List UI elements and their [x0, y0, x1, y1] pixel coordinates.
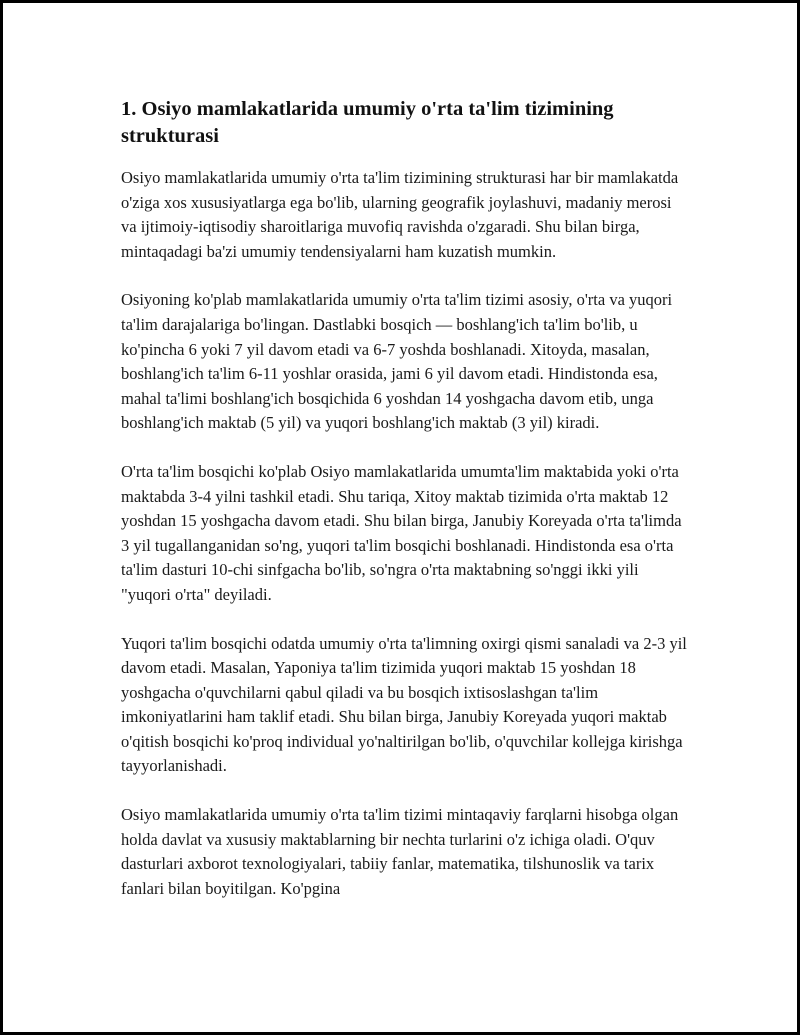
- paragraph-2: Osiyoning ko'plab mamlakatlarida umumiy o'rta ta'lim tizimi asosiy, o'rta va yuqori ta'lim darajalariga bo'lingan. Dastlabki bosqich — boshlang'ich ta'lim bo'lib, u ko'pincha 6 yoki 7 yil davom etadi va 6-7 yoshda boshlanadi. Xitoyda, masalan, boshlang'ich ta'lim 6-11 yoshlar orasida, jami 6 yil davom etadi. Hindistonda esa, mahal ta'limi boshlang'ich bosqichida 6 yoshdan 14 yoshgacha davom etib, unga boshlang'ich maktab (5 yil) va yuqori boshlang'ich maktab (3 yil) kiradi.: [121, 290, 673, 433]
- paragraph-3: O'rta ta'lim bosqichi ko'plab Osiyo mamlakatlarida umumta'lim maktabida yoki o'rta maktabda 3-4 yilni tashkil etadi. Shu tariqa, Xitoy maktab tizimida o'rta maktab 12 yoshdan 15 yoshgacha davom etadi. Shu bilan birga, Janubiy Koreyada o'rta ta'limda 3 yil tugallanganidan so'ng, yuqori ta'lim bosqichi boshlanadi. Hindistonda esa o'rta ta'lim dasturi 10-chi sinfgacha bo'lib, so'ngra o'rta maktabning so'nggi ikki yili "yuqori o'rta" deyiladi.: [121, 461, 682, 604]
- section-heading: 1. Osiyo mamlakatlarida umumiy o'rta ta'lim tizimining strukturasi: [121, 98, 614, 147]
- paragraph-1: Osiyo mamlakatlarida umumiy o'rta ta'lim tizimining strukturasi har bir mamlakatda o'ziga xos xususiyatlarga ega bo'lib, ularning geografik joylashuvi, madaniy merosi va ijtimoiy-iqtisodiy sharoitlariga muvofiq ravishda o'zgaradi. Shu bilan birga, mintaqadagi ba'zi umumiy tendensiyalarni ham kuzatish mumkin.: [121, 168, 679, 261]
- document-body: [121, 96, 691, 925]
- paragraph-4: Yuqori ta'lim bosqichi odatda umumiy o'rta ta'limning oxirgi qismi sanaladi va 2-3 yil davom etadi. Masalan, Yaponiya ta'lim tizimida yuqori maktab 15 yoshdan 18 yoshgacha o'quvchilarni qabul qiladi va bu bosqich ixtisoslashgan ta'lim imkoniyatlarini ham taklif etadi. Shu bilan birga, Janubiy Koreyada yuqori maktab o'qitish bosqichi ko'proq individual yo'naltirilgan bo'lib, o'quvchilar kollejga kirishga tayyorlanishadi.: [121, 633, 687, 776]
- paragraph-5: Osiyo mamlakatlarida umumiy o'rta ta'lim tizimi mintaqaviy farqlarni hisobga olgan holda davlat va xususiy maktablarning bir nechta turlarini o'z ichiga oladi. O'quv dasturlari axborot texnologiyalari, tabiiy fanlar, matematika, tilshunoslik va tarix fanlari bilan boyitilgan. Ko'pgina: [121, 805, 679, 898]
